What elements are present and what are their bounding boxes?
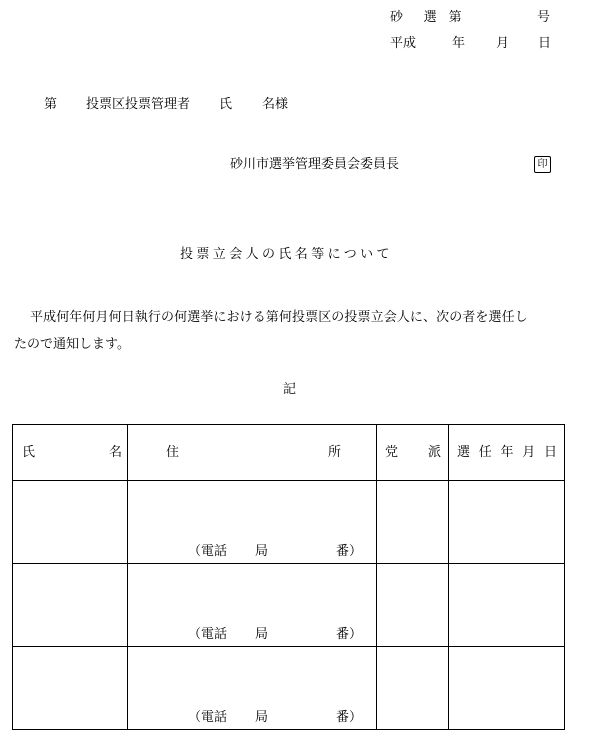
header-date-char-2: 任 — [478, 445, 492, 460]
doc-number-char-2: 選 — [423, 10, 437, 25]
phone-exchange: 局 — [254, 544, 268, 559]
date-month-label: 月 — [496, 36, 510, 51]
header-date-char-4: 月 — [522, 445, 536, 460]
date-cell[interactable] — [449, 481, 565, 564]
header-appointment-date — [449, 425, 565, 481]
date-era: 平成 — [390, 36, 417, 51]
phone-line — [188, 544, 362, 560]
header-name — [13, 425, 128, 481]
name-cell[interactable] — [13, 481, 128, 564]
phone-line — [188, 627, 362, 643]
document-number-line — [390, 10, 550, 26]
party-cell[interactable] — [377, 564, 449, 647]
header-party-char-2: 派 — [427, 445, 441, 460]
phone-number: 番） — [335, 710, 362, 725]
address-cell[interactable] — [128, 647, 377, 730]
party-cell[interactable] — [377, 647, 449, 730]
ki-label: 記 — [283, 382, 297, 397]
document-title: 投票立会人の氏名等について — [180, 247, 393, 262]
body-text-line-1: 平成何年何月何日執行の何選挙における第何投票区の投票立会人に、次の者を選任し — [30, 310, 528, 325]
phone-line — [188, 710, 362, 726]
header-address-char-2: 所 — [327, 445, 341, 460]
doc-number-char-1: 砂 — [390, 10, 404, 25]
header-date-char-1: 選 — [457, 445, 471, 460]
name-cell[interactable] — [13, 647, 128, 730]
header-address-char-1: 住 — [166, 445, 180, 460]
header-address — [128, 425, 377, 481]
header-date-char-3: 年 — [500, 445, 514, 460]
addressee-title: 氏 — [219, 97, 233, 112]
header-name-char-2: 名 — [108, 445, 122, 460]
table-row — [13, 564, 565, 647]
seal-mark — [534, 156, 551, 173]
date-cell[interactable] — [449, 647, 565, 730]
doc-number-char-3: 第 — [448, 10, 462, 25]
header-date-char-5: 日 — [543, 445, 557, 460]
party-cell[interactable] — [377, 481, 449, 564]
phone-number: 番） — [335, 544, 362, 559]
name-cell[interactable] — [13, 564, 128, 647]
address-cell[interactable] — [128, 481, 377, 564]
phone-exchange: 局 — [254, 710, 268, 725]
header-party-char-1: 党 — [385, 445, 399, 460]
phone-number: 番） — [335, 627, 362, 642]
address-cell[interactable] — [128, 564, 377, 647]
header-name-char-1: 氏 — [22, 445, 36, 460]
date-day-label: 日 — [538, 36, 552, 51]
table-row — [13, 647, 565, 730]
addressee-role: 投票区投票管理者 — [86, 97, 191, 112]
table-row — [13, 481, 565, 564]
date-year-label: 年 — [452, 36, 466, 51]
body-text-line-2: たので通知します。 — [14, 337, 130, 352]
phone-open: （電話 — [188, 710, 228, 725]
phone-open: （電話 — [188, 627, 228, 642]
doc-number-char-4: 号 — [536, 10, 550, 25]
seal-char: 印 — [537, 159, 548, 170]
date-cell[interactable] — [449, 564, 565, 647]
sender-name: 砂川市選挙管理委員会委員長 — [230, 157, 400, 172]
table-header-row — [13, 425, 565, 481]
addressee-suffix: 名様 — [262, 97, 289, 112]
header-party — [377, 425, 449, 481]
phone-exchange: 局 — [254, 627, 268, 642]
phone-open: （電話 — [188, 544, 228, 559]
addressee-prefix: 第 — [44, 97, 58, 112]
appointee-table — [12, 424, 565, 730]
